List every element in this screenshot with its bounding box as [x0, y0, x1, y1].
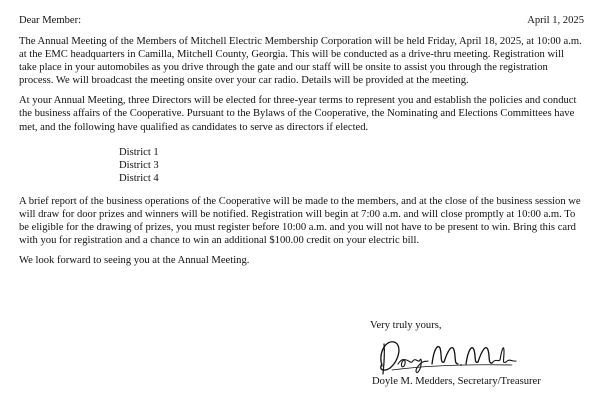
paragraph-meeting-details: The Annual Meeting of the Members of Mitchell Electric Membership Corporation will be held Friday, April 18, 2025, at 10:00 a.m. at the EMC headquarters in Camilla, Mitchell County, Georgia. This will be conducted as a drive-thru meeting. Registration will take place in your automobiles as you drive through the gate and our staff will be onsite to assist you through the registration process. We will broadcast the meeting onsite over your car radio. Details will be provided at the meeting.	[19, 36, 582, 87]
complimentary-close: Very truly yours,	[370, 320, 442, 331]
district-item: District 4	[119, 172, 159, 184]
signature-image	[372, 334, 522, 376]
paragraph-closing-line: We look forward to seeing you at the Annual Meeting.	[19, 255, 250, 267]
signer-name-title: Doyle M. Medders, Secretary/Treasurer	[372, 376, 541, 387]
district-item: District 1	[119, 146, 159, 158]
letter-date: April 1, 2025	[527, 15, 584, 26]
letter-body	[19, 14, 584, 274]
salutation: Dear Member:	[19, 15, 82, 26]
handwritten-signature	[372, 334, 522, 376]
paragraph-business-report: A brief report of the business operations of the Cooperative will be made to the members, and at the close of the business session we will draw for door prizes and winners will be notified. Registration will begin at 7:00 a.m. and will close promptly at 10:00 a.m. To be eligible for the drawing of prizes, you must register before 10:00 a.m. and you will not have to be present to win. Bring this card with you for registration and a chance to win an additional $100.00 credit on your electric bill.	[19, 195, 581, 246]
district-list	[119, 146, 584, 185]
paragraph-director-election: At your Annual Meeting, three Directors will be elected for three-year terms to represent you and establish the policies and conduct the business affairs of the Cooperative. Pursuant to the Bylaws of the Cooperative, the Nominating and Elections Committees have met, and the following have qualified as candidates to serve as directors if elected.	[19, 95, 577, 133]
district-item: District 3	[119, 159, 159, 171]
letter-header	[19, 14, 584, 28]
